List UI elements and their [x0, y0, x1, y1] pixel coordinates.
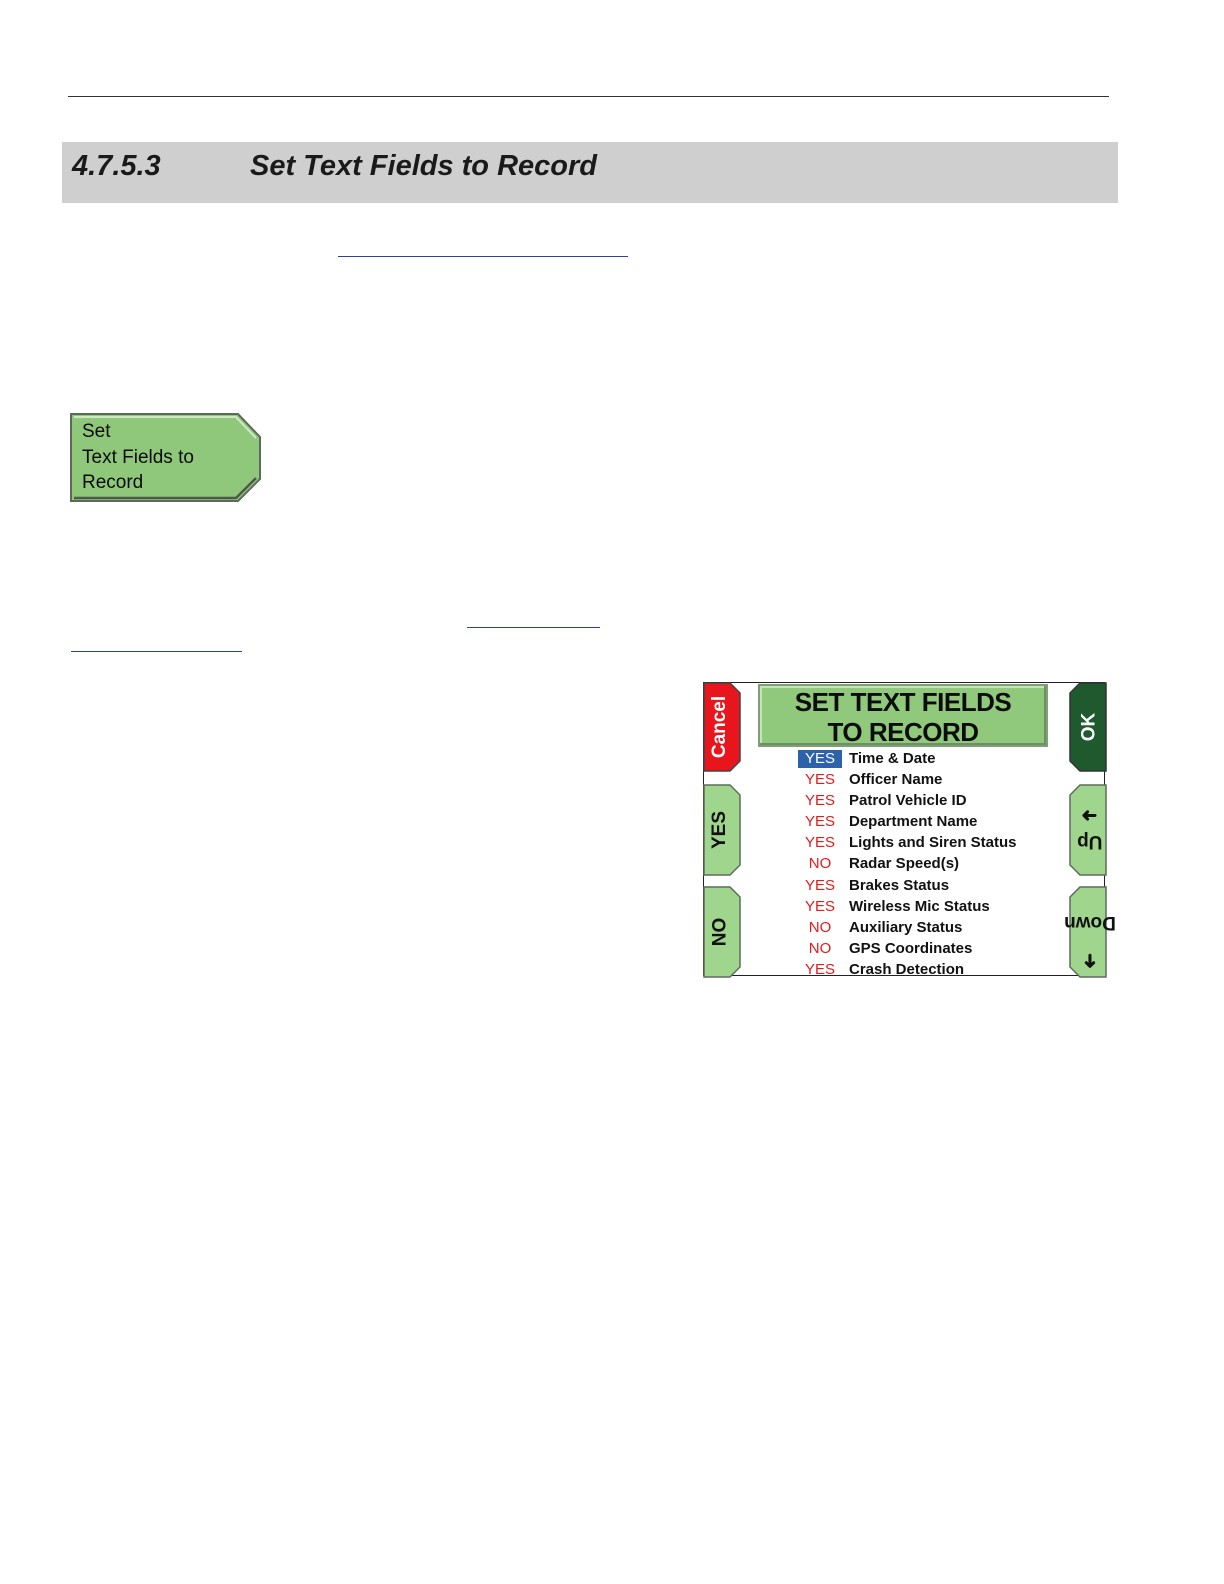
section-title: Set Text Fields to Record — [250, 150, 597, 182]
list-item[interactable] — [798, 960, 1058, 981]
field-label: GPS Coordinates — [849, 939, 973, 957]
down-button[interactable] — [1063, 887, 1116, 977]
list-item[interactable] — [798, 897, 1058, 918]
yes-button[interactable] — [704, 785, 742, 877]
field-value: YES — [804, 876, 835, 894]
list-item[interactable] — [798, 749, 1058, 770]
field-value: YES — [804, 792, 835, 810]
ok-button[interactable] — [1068, 683, 1106, 773]
no-button[interactable] — [704, 887, 742, 977]
list-item[interactable] — [798, 812, 1058, 833]
list-item[interactable] — [798, 876, 1058, 897]
arrow-up-icon: ➜ — [1081, 804, 1097, 826]
field-label: Lights and Siren Status — [849, 834, 1017, 852]
hyperlink-underline[interactable] — [71, 651, 242, 652]
field-value: YES — [798, 750, 842, 768]
list-item[interactable] — [798, 770, 1058, 791]
list-item[interactable] — [798, 854, 1058, 875]
field-label: Brakes Status — [849, 876, 950, 894]
list-item[interactable] — [798, 833, 1058, 854]
field-value: YES — [804, 813, 835, 831]
text-field-list — [798, 749, 1058, 981]
list-item[interactable] — [798, 939, 1058, 960]
field-value: YES — [804, 771, 835, 789]
device-screen — [703, 682, 1116, 978]
field-value: NO — [808, 939, 832, 957]
hyperlink-underline[interactable] — [338, 256, 628, 257]
field-label: Crash Detection — [849, 960, 965, 978]
cancel-label: Cancel — [709, 695, 730, 759]
arrow-down-icon: ➜ — [1078, 952, 1100, 969]
field-value: NO — [808, 918, 832, 936]
field-label: Department Name — [849, 813, 978, 831]
field-value: YES — [804, 960, 835, 978]
field-label: Radar Speed(s) — [849, 855, 960, 873]
no-label: NO — [709, 917, 730, 947]
list-item[interactable] — [798, 791, 1058, 812]
field-label: Wireless Mic Status — [849, 897, 990, 915]
screen-title-line-2: TO RECORD — [827, 717, 979, 747]
down-label: Down — [1063, 911, 1116, 933]
field-label: Officer Name — [849, 771, 943, 789]
set-text-fields-menu-button[interactable] — [70, 413, 262, 508]
field-value: YES — [804, 897, 835, 915]
field-value: YES — [804, 834, 835, 852]
section-number: 4.7.5.3 — [72, 150, 161, 182]
field-label: Time & Date — [849, 750, 936, 767]
cancel-button[interactable] — [704, 683, 742, 773]
up-label: Up — [1076, 830, 1103, 852]
up-button[interactable] — [1068, 785, 1106, 877]
screen-title-box — [758, 684, 1048, 747]
field-label: Auxiliary Status — [849, 918, 963, 936]
header-rule — [68, 96, 1109, 97]
screen-title-line-1: SET TEXT FIELDS — [794, 687, 1012, 717]
hyperlink-underline[interactable] — [467, 627, 600, 628]
field-value: NO — [808, 855, 832, 873]
list-item[interactable] — [798, 918, 1058, 939]
ok-label: OK — [1078, 712, 1099, 742]
field-label: Patrol Vehicle ID — [849, 792, 967, 810]
yes-label: YES — [709, 810, 730, 850]
menu-button-label: Set Text Fields to Record — [82, 421, 194, 493]
